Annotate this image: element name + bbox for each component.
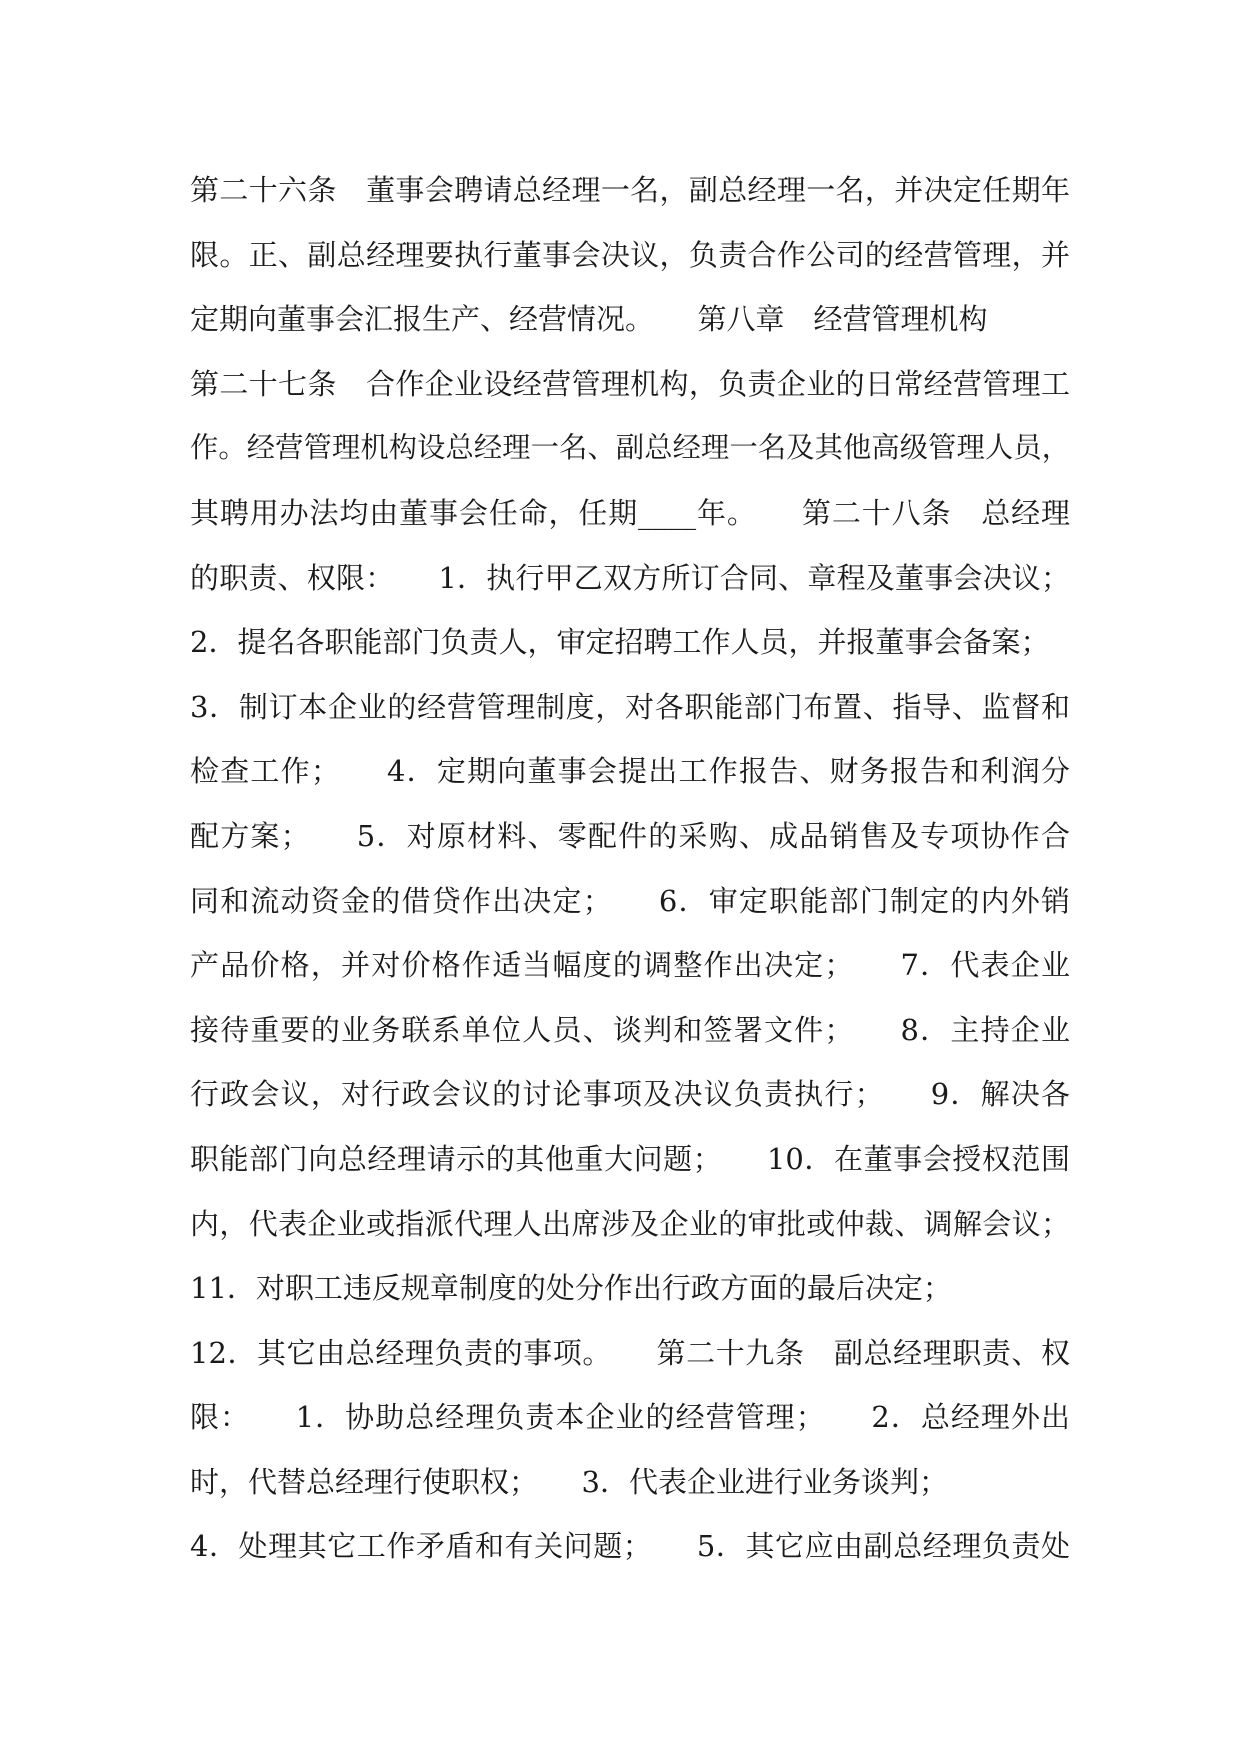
text-line: 4．处理其它工作矛盾和有关问题； 5．其它应由副总经理负责处	[190, 1529, 1070, 1564]
text-line: 3．制订本企业的经营管理制度，对各职能部门布置、指导、监督和	[190, 689, 1070, 724]
text-line: 的职责、权限： 1．执行甲乙双方所订合同、章程及董事会决议；	[190, 560, 1070, 595]
text-line: 11．对职工违反规章制度的处分作出行政方面的最后决定；	[190, 1271, 952, 1306]
text-line: 配方案； 5．对原材料、零配件的采购、成品销售及专项协作合	[190, 818, 1070, 853]
text-line: 同和流动资金的借贷作出决定； 6．审定职能部门制定的内外销	[190, 883, 1070, 918]
text-line: 接待重要的业务联系单位人员、谈判和签署文件； 8．主持企业	[190, 1012, 1070, 1047]
text-line: 时，代替总经理行使职权； 3．代表企业进行业务谈判；	[190, 1464, 948, 1499]
text-line: 检查工作； 4．定期向董事会提出工作报告、财务报告和利润分	[190, 754, 1070, 789]
text-line: 职能部门向总经理请示的其他重大问题； 10．在董事会授权范围	[190, 1141, 1070, 1176]
text-line: 第二十七条 合作企业设经营管理机构，负责企业的日常经营管理工	[190, 366, 1070, 401]
document-body	[190, 158, 1070, 1579]
text-line: 行政会议，对行政会议的讨论事项及决议负责执行； 9．解决各	[190, 1077, 1070, 1112]
text-line: 内，代表企业或指派代理人出席涉及企业的审批或仲裁、调解会议；	[190, 1206, 1070, 1241]
text-line: 其聘用办法均由董事会任命，任期____年。 第二十八条 总经理	[190, 495, 1070, 530]
text-line: 限： 1．协助总经理负责本企业的经营管理； 2．总经理外出	[190, 1400, 1070, 1435]
text-line: 第二十六条 董事会聘请总经理一名，副总经理一名，并决定任期年	[190, 173, 1070, 207]
text-line: 限。正、副总经理要执行董事会决议，负责合作公司的经营管理，并	[190, 237, 1070, 272]
text-line: 12．其它由总经理负责的事项。 第二十九条 副总经理职责、权	[190, 1335, 1070, 1370]
text-line: 定期向董事会汇报生产、经营情况。 第八章 经营管理机构	[190, 302, 988, 337]
text-line: 2．提名各职能部门负责人，审定招聘工作人员，并报董事会备案；	[190, 625, 1050, 660]
text-line: 作。经营管理机构设总经理一名、副总经理一名及其他高级管理人员，	[190, 431, 1070, 465]
text-line: 产品价格，并对价格作适当幅度的调整作出决定； 7．代表企业	[190, 948, 1070, 983]
